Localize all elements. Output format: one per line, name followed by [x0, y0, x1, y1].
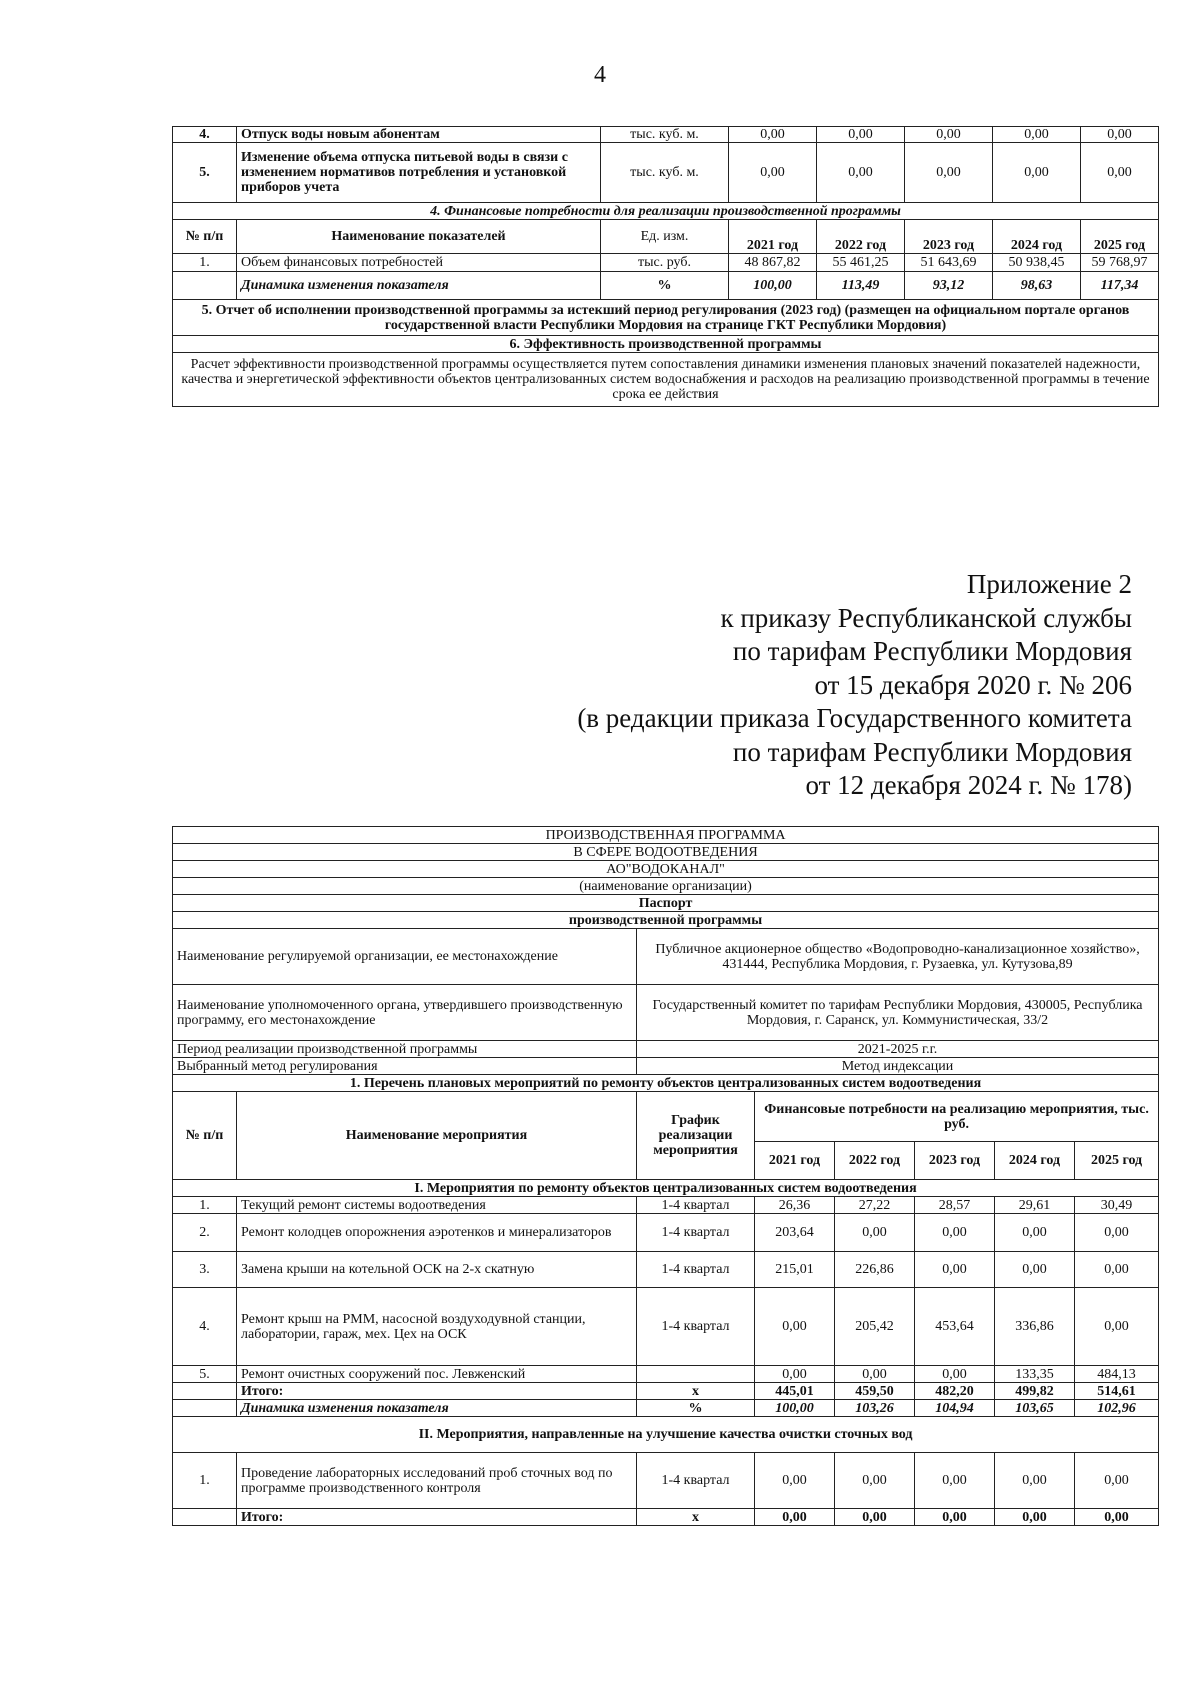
section-header-row: [173, 336, 1159, 353]
total-row: [173, 1509, 1159, 1526]
value-cell: 113,49: [817, 272, 905, 300]
schedule-cell: 1-4 квартал: [637, 1288, 755, 1366]
value-cell: 93,12: [905, 272, 993, 300]
row-number: 2.: [173, 1214, 237, 1252]
section-header-row: [173, 203, 1159, 220]
value-cell: 28,57: [915, 1197, 995, 1214]
value-cell: 0,00: [835, 1453, 915, 1509]
column-header-name: Наименование мероприятия: [237, 1092, 637, 1180]
table-header-row: [173, 1092, 1159, 1142]
value-cell: 215,01: [755, 1252, 835, 1288]
column-header-year: 2021 год: [729, 220, 817, 254]
passport-value: Метод индексации: [637, 1058, 1159, 1075]
title-row: [173, 895, 1159, 912]
title-row: [173, 861, 1159, 878]
passport-row: [173, 1041, 1159, 1058]
appendix-line: от 15 декабря 2020 г. № 206: [814, 669, 1132, 700]
table-row: [173, 143, 1159, 203]
value-cell: 0,00: [995, 1453, 1075, 1509]
program-title: ПРОИЗВОДСТВЕННАЯ ПРОГРАММА: [173, 827, 1159, 844]
value-cell: 0,00: [755, 1288, 835, 1366]
total-label: Итого:: [237, 1383, 637, 1400]
indicator-name: Изменение объема отпуска питьевой воды в связи с изменением нормативов потребления и установкой приборов учета: [237, 143, 601, 203]
section-title: 6. Эффективность производственной программы: [173, 336, 1159, 353]
row-number: 3.: [173, 1252, 237, 1288]
passport-value: 2021-2025 г.г.: [637, 1041, 1159, 1058]
value-cell: 0,00: [915, 1453, 995, 1509]
value-cell: 0,00: [1075, 1453, 1159, 1509]
passport-value: Публичное акционерное общество «Водопроводно-канализационное хозяйство», 431444, Республика Мордовия, г. Рузаевка, ул. Кутузова,89: [637, 929, 1159, 985]
appendix-line: Приложение 2: [966, 569, 1132, 599]
section-header-row: [173, 1180, 1159, 1197]
passport-label: Выбранный метод регулирования: [173, 1058, 637, 1075]
value-cell: 0,00: [915, 1214, 995, 1252]
value-cell: 226,86: [835, 1252, 915, 1288]
value-cell: 0,00: [817, 127, 905, 143]
section-title: 1. Перечень плановых мероприятий по ремонту объектов централизованных систем водоотведения: [173, 1075, 1159, 1092]
column-header-schedule: График реализации мероприятия: [637, 1092, 755, 1180]
indicator-name: Динамика изменения показателя: [237, 272, 601, 300]
passport-row: [173, 985, 1159, 1041]
schedule-cell: 1-4 квартал: [637, 1214, 755, 1252]
appendix-line: (в редакции приказа Государственного комитета: [577, 703, 1132, 733]
subsection-title: I. Мероприятия по ремонту объектов централизованных систем водоотведения: [173, 1180, 1159, 1197]
value-cell: 0,00: [1075, 1214, 1159, 1252]
value-cell: 103,65: [995, 1400, 1075, 1417]
appendix-line: к приказу Республиканской службы: [720, 602, 1132, 633]
passport-row: [173, 929, 1159, 985]
value-cell: 459,50: [835, 1383, 915, 1400]
value-cell: 205,42: [835, 1288, 915, 1366]
section-header-row: [173, 1075, 1159, 1092]
value-cell: 0,00: [835, 1214, 915, 1252]
column-header-year: 2022 год: [835, 1142, 915, 1180]
value-cell: 59 768,97: [1081, 254, 1159, 272]
row-number: 1.: [173, 1453, 237, 1509]
table-row: [173, 1214, 1159, 1252]
title-row: [173, 844, 1159, 861]
title-row: [173, 827, 1159, 844]
value-cell: 100,00: [729, 272, 817, 300]
indicator-name: Отпуск воды новым абонентам: [237, 127, 601, 143]
value-cell: 102,96: [1075, 1400, 1159, 1417]
value-cell: 0,00: [755, 1366, 835, 1383]
dynamics-row: [173, 1400, 1159, 1417]
column-header-financial: Финансовые потребности на реализацию мероприятия, тыс. руб.: [755, 1092, 1159, 1142]
schedule-cell: %: [637, 1400, 755, 1417]
column-header-year: 2024 год: [993, 220, 1081, 254]
value-cell: 0,00: [915, 1509, 995, 1526]
activity-name: Ремонт крыш на РММ, насосной воздуходувной станции, лаборатории, гараж, мех. Цех на ОСК: [237, 1288, 637, 1366]
column-header-year: 2023 год: [915, 1142, 995, 1180]
column-header-number: № п/п: [173, 220, 237, 254]
schedule-cell: [637, 1366, 755, 1383]
unit-cell: %: [601, 272, 729, 300]
unit-cell: тыс. куб. м.: [601, 143, 729, 203]
value-cell: 55 461,25: [817, 254, 905, 272]
table-header-row: [173, 220, 1159, 254]
row-number: 4.: [173, 1288, 237, 1366]
row-number: 1.: [173, 1197, 237, 1214]
value-cell: 0,00: [817, 143, 905, 203]
value-cell: 117,34: [1081, 272, 1159, 300]
value-cell: 30,49: [1075, 1197, 1159, 1214]
value-cell: 48 867,82: [729, 254, 817, 272]
schedule-cell: 1-4 квартал: [637, 1197, 755, 1214]
activity-name: Проведение лабораторных исследований проб сточных вод по программе производственного контроля: [237, 1453, 637, 1509]
value-cell: 29,61: [995, 1197, 1075, 1214]
value-cell: 27,22: [835, 1197, 915, 1214]
value-cell: 0,00: [729, 143, 817, 203]
activity-name: Ремонт очистных сооружений пос. Левженский: [237, 1366, 637, 1383]
value-cell: 484,13: [1075, 1366, 1159, 1383]
value-cell: 100,00: [755, 1400, 835, 1417]
column-header-year: 2023 год: [905, 220, 993, 254]
value-cell: 133,35: [995, 1366, 1075, 1383]
passport-title: Паспорт: [173, 895, 1159, 912]
activity-name: Текущий ремонт системы водоотведения: [237, 1197, 637, 1214]
value-cell: 0,00: [995, 1252, 1075, 1288]
value-cell: 0,00: [915, 1366, 995, 1383]
subsection-title: II. Мероприятия, направленные на улучшение качества очистки сточных вод: [173, 1417, 1159, 1453]
table-row: [173, 272, 1159, 300]
column-header-year: 2021 год: [755, 1142, 835, 1180]
total-label: Итого:: [237, 1509, 637, 1526]
value-cell: 203,64: [755, 1214, 835, 1252]
passport-label: Наименование регулируемой организации, ее местонахождение: [173, 929, 637, 985]
value-cell: 103,26: [835, 1400, 915, 1417]
table-row: [173, 1453, 1159, 1509]
schedule-cell: х: [637, 1509, 755, 1526]
dynamics-label: Динамика изменения показателя: [237, 1400, 637, 1417]
value-cell: 514,61: [1075, 1383, 1159, 1400]
value-cell: 482,20: [915, 1383, 995, 1400]
value-cell: 50 938,45: [993, 254, 1081, 272]
value-cell: 104,94: [915, 1400, 995, 1417]
passport-row: [173, 1058, 1159, 1075]
value-cell: 0,00: [755, 1453, 835, 1509]
program-subtitle: В СФЕРЕ ВОДООТВЕДЕНИЯ: [173, 844, 1159, 861]
schedule-cell: 1-4 квартал: [637, 1252, 755, 1288]
appendix-line: по тарифам Республики Мордовия: [732, 636, 1132, 666]
indicator-name: Объем финансовых потребностей: [237, 254, 601, 272]
schedule-cell: 1-4 квартал: [637, 1453, 755, 1509]
value-cell: 98,63: [993, 272, 1081, 300]
value-cell: 26,36: [755, 1197, 835, 1214]
column-header-year: 2022 год: [817, 220, 905, 254]
passport-value: Государственный комитет по тарифам Республики Мордовия, 430005, Республика Мордовия, г. Саранск, ул. Коммунистическая, 33/2: [637, 985, 1159, 1041]
table-row: [173, 254, 1159, 272]
table-row: [173, 127, 1159, 143]
column-header-number: № п/п: [173, 1092, 237, 1180]
value-cell: 0,00: [915, 1252, 995, 1288]
table-row: [173, 1252, 1159, 1288]
value-cell: 445,01: [755, 1383, 835, 1400]
value-cell: 0,00: [995, 1509, 1075, 1526]
appendix-line: по тарифам Республики Мордовия: [732, 736, 1132, 767]
value-cell: 499,82: [995, 1383, 1075, 1400]
passport-label: Период реализации производственной программы: [173, 1041, 637, 1058]
section-title: 5. Отчет об исполнении производственной программы за истекший период регулирования (2023 год) (размещен на официальном портале органов государственной власти Республики Мордовия на странице ГКТ Республики Мордовия): [173, 300, 1159, 336]
unit-cell: тыс. куб. м.: [601, 127, 729, 143]
value-cell: 0,00: [835, 1366, 915, 1383]
value-cell: 0,00: [1081, 127, 1159, 143]
value-cell: 0,00: [755, 1509, 835, 1526]
table-row: [173, 1366, 1159, 1383]
row-number: 5.: [173, 143, 237, 203]
column-header-unit: Ед. изм.: [601, 220, 729, 254]
section-header-row: [173, 300, 1159, 336]
title-row: [173, 878, 1159, 895]
efficiency-text: Расчет эффективности производственной программы осуществляется путем сопоставления динамики изменения плановых значений показателей надежности, качества и энергетической эффективности объектов централизованных систем водоснабжения и расходов на реализацию производственной программы в течение срока ее действия: [173, 353, 1159, 407]
production-program-table-continued: [172, 126, 1159, 407]
total-row: [173, 1383, 1159, 1400]
activity-name: Ремонт колодцев опорожнения аэротенков и минерализаторов: [237, 1214, 637, 1252]
column-header-year: 2025 год: [1075, 1142, 1159, 1180]
table-row: [173, 353, 1159, 407]
value-cell: 0,00: [995, 1214, 1075, 1252]
activity-name: Замена крыши на котельной ОСК на 2-х скатную: [237, 1252, 637, 1288]
row-number: 4.: [173, 127, 237, 143]
value-cell: 0,00: [905, 127, 993, 143]
table-row: [173, 1288, 1159, 1366]
column-header-year: 2025 год: [1081, 220, 1159, 254]
wastewater-program-table: [172, 826, 1159, 1526]
section-title: 4. Финансовые потребности для реализации производственной программы: [173, 203, 1159, 220]
title-row: [173, 912, 1159, 929]
passport-label: Наименование уполномоченного органа, утвердившего производственную программу, его местонахождение: [173, 985, 637, 1041]
value-cell: 0,00: [1081, 143, 1159, 203]
value-cell: 0,00: [1075, 1288, 1159, 1366]
section-header-row: [173, 1417, 1159, 1453]
value-cell: 336,86: [995, 1288, 1075, 1366]
schedule-cell: х: [637, 1383, 755, 1400]
passport-subtitle: производственной программы: [173, 912, 1159, 929]
value-cell: 0,00: [993, 143, 1081, 203]
column-header-year: 2024 год: [995, 1142, 1075, 1180]
value-cell: 51 643,69: [905, 254, 993, 272]
table-row: [173, 1197, 1159, 1214]
value-cell: 453,64: [915, 1288, 995, 1366]
value-cell: 0,00: [729, 127, 817, 143]
organization-caption: (наименование организации): [173, 878, 1159, 895]
value-cell: 0,00: [1075, 1509, 1159, 1526]
appendix-line: от 12 декабря 2024 г. № 178): [805, 770, 1132, 800]
value-cell: 0,00: [1075, 1252, 1159, 1288]
row-number: 1.: [173, 254, 237, 272]
column-header-name: Наименование показателей: [237, 220, 601, 254]
value-cell: 0,00: [905, 143, 993, 203]
value-cell: 0,00: [835, 1509, 915, 1526]
value-cell: 0,00: [993, 127, 1081, 143]
organization-name: АО"ВОДОКАНАЛ": [173, 861, 1159, 878]
page-number: 4: [594, 62, 606, 88]
appendix-header: [432, 568, 1132, 803]
unit-cell: тыс. руб.: [601, 254, 729, 272]
row-number: 5.: [173, 1366, 237, 1383]
